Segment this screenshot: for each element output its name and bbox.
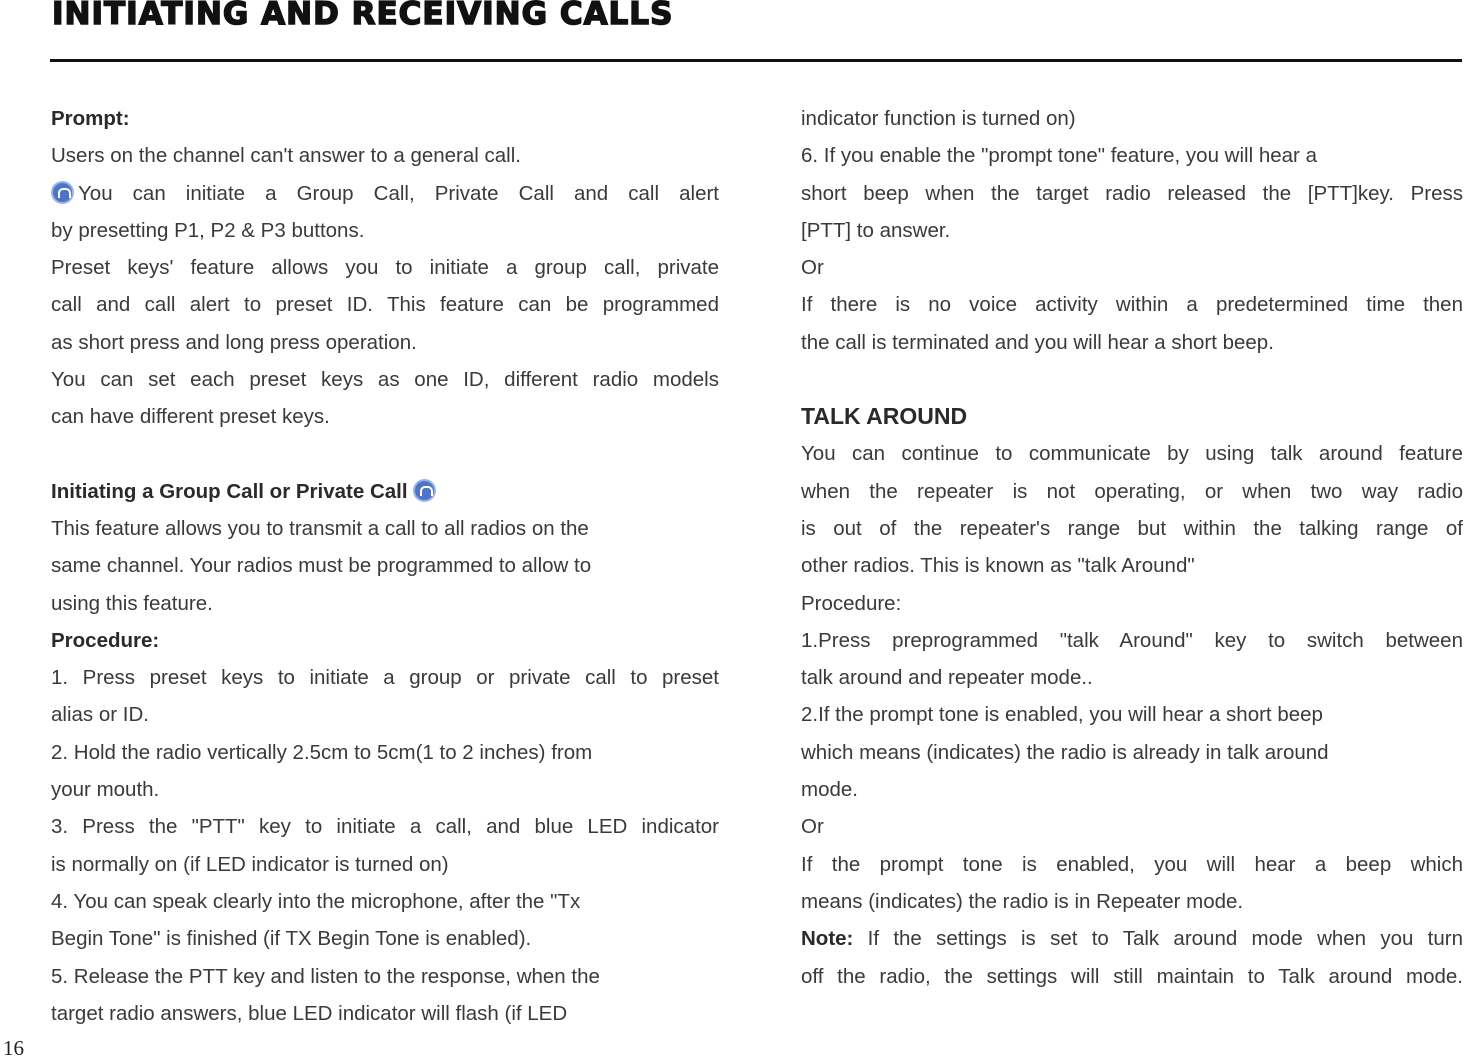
- page-number: 16: [3, 1036, 24, 1060]
- initiating-heading: Initiating a Group Call or Private Call: [51, 473, 719, 510]
- feature-line-3: using this feature.: [51, 591, 213, 615]
- step-6-line-a: 6. If you enable the "prompt tone" feature, you will hear a: [801, 144, 1317, 168]
- step-4-line-b: Begin Tone" is finished (if TX Begin Tone is enabled).: [51, 927, 532, 951]
- step-1-line-b: alias or ID.: [51, 703, 149, 727]
- step-4-line-a: 4. You can speak clearly into the microphone, after the "Tx: [51, 889, 581, 913]
- no-voice-line-b: the call is terminated and you will hear a short beep.: [801, 330, 1274, 354]
- preset-line-3: as short press and long press operation.: [51, 330, 417, 354]
- preset-line-5: can have different preset keys.: [51, 405, 330, 429]
- ta-step-2-line-b: which means (indicates) the radio is already in talk around: [801, 740, 1329, 764]
- preset-key-icon: [413, 479, 436, 502]
- step-3-line-b: is normally on (if LED indicator is turned on): [51, 852, 449, 876]
- talk-line-3: is out of the repeater's range but within the talking range of: [801, 516, 1463, 540]
- icon-note-line: You can initiate a Group Call, Private Call and call alert: [51, 175, 719, 212]
- note-label: Note:: [801, 927, 854, 951]
- title-rule: [50, 59, 1462, 62]
- step-6-line-b: short beep when the target radio released the [PTT]key. Press: [801, 181, 1463, 205]
- note-line-a: Note: If the settings is set to Talk around mode when you turn: [801, 927, 1463, 951]
- no-voice-line-a: If there is no voice activity within a predetermined time then: [801, 293, 1463, 317]
- repeater-line-a: If the prompt tone is enabled, you will hear a beep which: [801, 852, 1463, 876]
- or-line-1: Or: [801, 256, 824, 280]
- talk-line-4: other radios. This is known as "talk Around": [801, 554, 1195, 578]
- feature-line-1: This feature allows you to transmit a call to all radios on the: [51, 516, 589, 540]
- ta-step-2-line-c: mode.: [801, 778, 858, 802]
- prompt-heading: Prompt:: [51, 107, 130, 130]
- preset-line-2: call and call alert to preset ID. This feature can be programmed: [51, 293, 719, 317]
- talk-line-2: when the repeater is not operating, or when two way radio: [801, 479, 1463, 503]
- preset-key-icon: [51, 181, 74, 204]
- preset-line-4: You can set each preset keys as one ID, different radio models: [51, 368, 719, 392]
- step-2-line-b: your mouth.: [51, 778, 160, 802]
- ta-step-2-line-a: 2.If the prompt tone is enabled, you will hear a short beep: [801, 703, 1323, 727]
- spacer: [801, 361, 1463, 398]
- or-line-2: Or: [801, 815, 824, 839]
- talk-line-1: You can continue to communicate by using talk around feature: [801, 442, 1463, 466]
- ta-step-1-line-b: talk around and repeater mode..: [801, 666, 1093, 690]
- note-line-b: off the radio, the settings will still maintain to Talk around mode.: [801, 964, 1463, 988]
- right-column: [801, 100, 1463, 995]
- procedure-label: Procedure:: [801, 591, 902, 615]
- talk-around-heading: TALK AROUND: [801, 403, 968, 430]
- step-2-line-a: 2. Hold the radio vertically 2.5cm to 5cm(1 to 2 inches) from: [51, 740, 593, 764]
- step-5-line-b: target radio answers, blue LED indicator will flash (if LED: [51, 1001, 568, 1025]
- icon-note-line-2: by presetting P1, P2 & P3 buttons.: [51, 218, 365, 242]
- ta-step-1-line-a: 1.Press preprogrammed "talk Around" key to switch between: [801, 628, 1463, 652]
- repeater-line-b: means (indicates) the radio is in Repeater mode.: [801, 889, 1244, 913]
- procedure-heading: Procedure:: [51, 628, 160, 652]
- preset-line-1: Preset keys' feature allows you to initiate a group call, private: [51, 256, 719, 280]
- page-title: INITIATING AND RECEIVING CALLS: [52, 0, 674, 32]
- left-column: [51, 100, 719, 1032]
- step-5-line-a: 5. Release the PTT key and listen to the response, when the: [51, 964, 600, 988]
- continued-line: indicator function is turned on): [801, 107, 1076, 130]
- feature-line-2: same channel. Your radios must be programmed to allow to: [51, 554, 592, 578]
- step-3-line-a: 3. Press the "PTT" key to initiate a call, and blue LED indicator: [51, 815, 719, 839]
- step-6-line-c: [PTT] to answer.: [801, 218, 951, 242]
- prompt-line: Users on the channel can't answer to a general call.: [51, 144, 521, 168]
- spacer: [51, 436, 719, 473]
- step-1-line-a: 1. Press preset keys to initiate a group or private call to preset: [51, 666, 719, 690]
